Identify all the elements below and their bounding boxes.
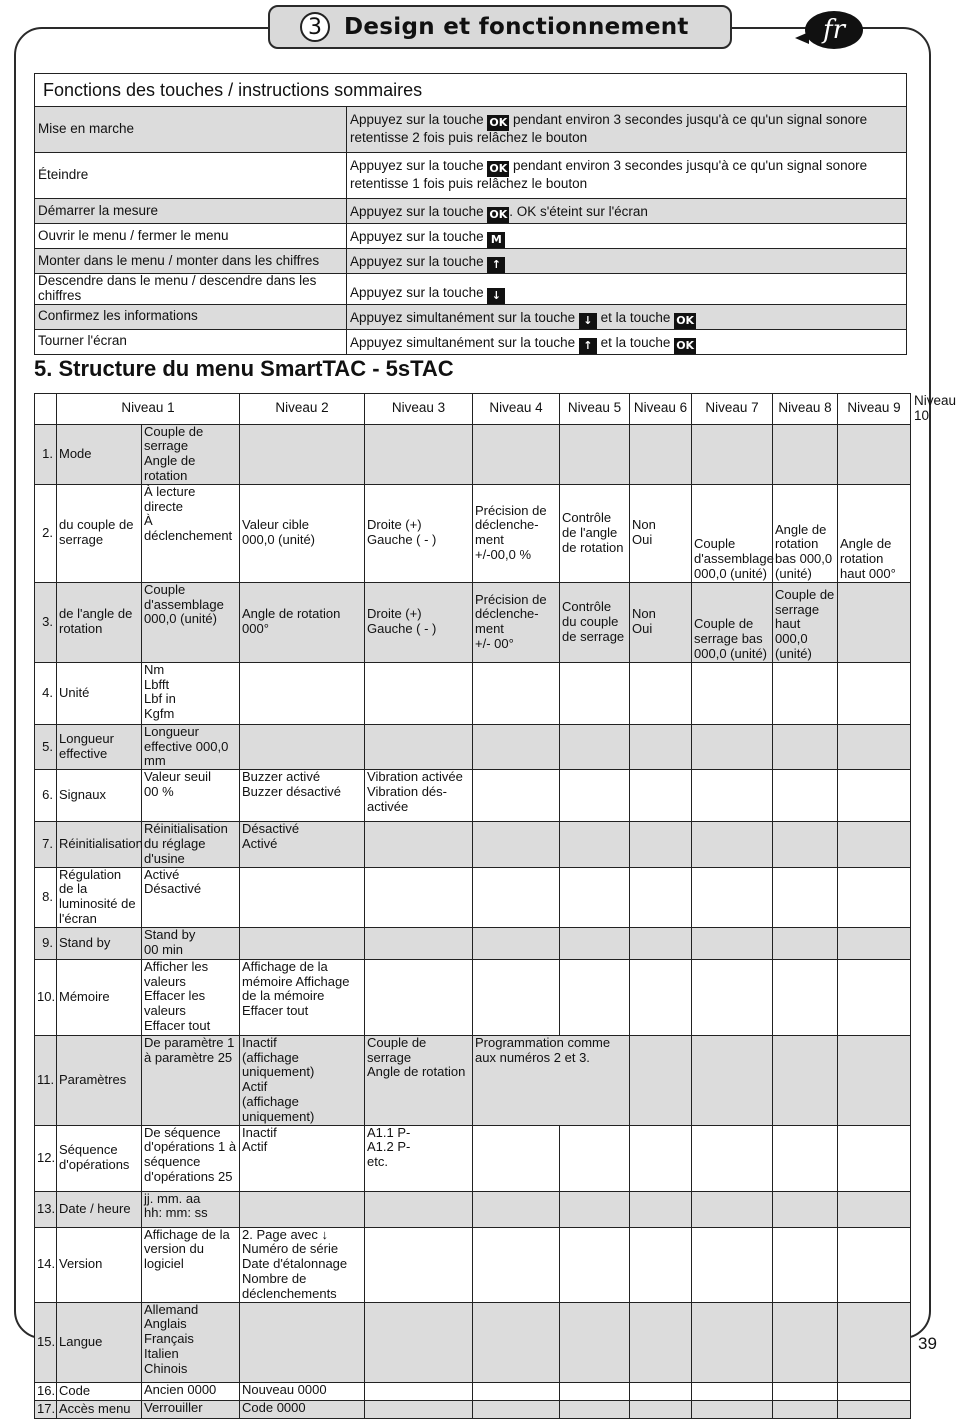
- instruction-row: [35, 304, 907, 329]
- menu-structure-title: 5. Structure du menu SmartTAC - 5sTAC: [34, 356, 454, 381]
- row-number: 12.: [35, 1125, 57, 1191]
- menu-cell: [473, 424, 560, 484]
- menu-cell: 2. Page avec ↓ Numéro de série Date d'étalonnage Nombre de déclenchements: [240, 1227, 365, 1302]
- menu-cell: [630, 822, 692, 867]
- instruction-row: [35, 153, 907, 199]
- key-icon: OK: [676, 313, 695, 327]
- menu-cell: [560, 770, 630, 822]
- menu-cell: [773, 770, 838, 822]
- menu-row: [35, 927, 911, 959]
- menu-cell: [630, 1035, 692, 1125]
- instruction-text: [347, 274, 907, 305]
- instruction-text: [347, 199, 907, 224]
- menu-cell: [365, 959, 473, 1035]
- menu-cell: [773, 867, 838, 927]
- menu-cell: Réinitialisation du réglage d'usine: [142, 822, 240, 867]
- menu-cell: [692, 927, 773, 959]
- menu-cell: [473, 927, 560, 959]
- menu-item-name: de l'angle de rotation: [57, 582, 142, 662]
- menu-cell: [692, 1302, 773, 1382]
- menu-cell: [473, 867, 560, 927]
- level-header: Niveau 5: [560, 394, 630, 425]
- menu-cell: [560, 1302, 630, 1382]
- menu-row: [35, 662, 911, 724]
- row-number: 10.: [35, 959, 57, 1035]
- menu-item-name: Accès menu: [57, 1400, 142, 1418]
- menu-item-name: Paramètres: [57, 1035, 142, 1125]
- menu-cell: [838, 582, 911, 662]
- menu-item-name: Code: [57, 1382, 142, 1400]
- instruction-text-part: Appuyez simultanément sur la touche: [350, 309, 579, 325]
- level-header: Niveau 1: [57, 394, 240, 425]
- menu-cell: Afficher les valeurs Effacer les valeurs Effacer tout: [142, 959, 240, 1035]
- menu-cell: Couple d'assemblage 000,0 (unité): [692, 484, 773, 582]
- menu-cell: [838, 1125, 911, 1191]
- menu-cell: [838, 1035, 911, 1125]
- menu-cell: [692, 1382, 773, 1400]
- instruction-label: Descendre dans le menu / descendre dans les chiffres: [35, 274, 347, 305]
- menu-cell: Couple de serrage Angle de rotation: [142, 424, 240, 484]
- menu-cell: Programmation comme aux numéros 2 et 3.: [473, 1035, 630, 1125]
- menu-cell: [560, 1227, 630, 1302]
- menu-cell: De paramètre 1 à paramètre 25: [142, 1035, 240, 1125]
- menu-cell: [560, 424, 630, 484]
- menu-cell: A1.1 P- A1.2 P- etc.: [365, 1125, 473, 1191]
- menu-cell: [773, 822, 838, 867]
- menu-cell: [838, 724, 911, 769]
- menu-item-name: Régulation de la luminosité de l'écran: [57, 867, 142, 927]
- instruction-text-part: et la touche: [596, 334, 675, 350]
- row-number: 1.: [35, 424, 57, 484]
- instruction-text-part: pendant environ 3 secondes jusqu'à ce qu'un signal sonore retentisse 1 fois puis relâchez le bouton: [350, 158, 868, 192]
- menu-cell: Inactif (affichage uniquement) Actif (affichage uniquement): [240, 1035, 365, 1125]
- key-icon: OK: [676, 338, 695, 352]
- menu-cell: [473, 1302, 560, 1382]
- menu-cell: Droite (+) Gauche ( - ): [365, 582, 473, 662]
- row-number: 6.: [35, 770, 57, 822]
- level-header: Niveau 7: [692, 394, 773, 425]
- key-icon: M: [487, 232, 505, 248]
- menu-row: [35, 867, 911, 927]
- row-number: 14.: [35, 1227, 57, 1302]
- menu-cell: [560, 724, 630, 769]
- menu-cell: Longueur effective 000,0 mm: [142, 724, 240, 769]
- menu-cell: [838, 959, 911, 1035]
- menu-cell: [473, 1400, 560, 1418]
- language-badge: fr: [805, 11, 863, 49]
- instruction-label: Monter dans le menu / monter dans les chiffres: [35, 249, 347, 274]
- menu-cell: [838, 867, 911, 927]
- menu-cell: [473, 770, 560, 822]
- instruction-row: [35, 249, 907, 274]
- menu-cell: Valeur cible 000,0 (unité): [240, 484, 365, 582]
- row-number: 8.: [35, 867, 57, 927]
- menu-cell: Non Oui: [630, 484, 692, 582]
- menu-cell: [630, 1227, 692, 1302]
- menu-cell: [560, 1125, 630, 1191]
- page-number: 39: [918, 1334, 937, 1353]
- menu-item-name: Unité: [57, 662, 142, 724]
- key-icon: OK: [489, 208, 508, 221]
- menu-cell: [630, 662, 692, 724]
- menu-cell: [838, 662, 911, 724]
- menu-corner-cell: [35, 394, 57, 425]
- menu-cell: [838, 1400, 911, 1418]
- menu-cell: Allemand Anglais Français Italien Chinois: [142, 1302, 240, 1382]
- menu-cell: [473, 724, 560, 769]
- menu-row: [35, 1382, 911, 1400]
- menu-cell: [692, 959, 773, 1035]
- menu-cell: [240, 662, 365, 724]
- menu-item-name: Stand by: [57, 927, 142, 959]
- menu-cell: [473, 822, 560, 867]
- menu-cell: Stand by 00 min: [142, 927, 240, 959]
- menu-cell: [838, 1302, 911, 1382]
- menu-cell: [630, 724, 692, 769]
- menu-cell: [692, 770, 773, 822]
- menu-cell: [240, 424, 365, 484]
- instruction-label: Confirmez les informations: [35, 304, 347, 329]
- key-icon: ↑: [579, 338, 597, 354]
- menu-cell: [773, 1125, 838, 1191]
- instruction-text-part: Appuyez sur la touche: [350, 112, 488, 128]
- instruction-label: Mise en marche: [35, 107, 347, 153]
- instruction-text-part: Appuyez sur la touche: [350, 204, 488, 219]
- menu-cell: Angle de rotation 000°: [240, 582, 365, 662]
- level-header: Niveau 8: [773, 394, 838, 425]
- menu-cell: [692, 662, 773, 724]
- menu-cell: [838, 1191, 911, 1227]
- menu-cell: De séquence d'opérations 1 à séquence d'opérations 25: [142, 1125, 240, 1191]
- key-functions-table: [34, 73, 907, 355]
- menu-cell: [630, 1302, 692, 1382]
- row-number: 13.: [35, 1191, 57, 1227]
- chapter-number: 3: [300, 12, 330, 42]
- menu-cell: jj. mm. aa hh: mm: ss: [142, 1191, 240, 1227]
- menu-row: [35, 1227, 911, 1302]
- menu-cell: [473, 662, 560, 724]
- menu-cell: [773, 1400, 838, 1418]
- instruction-row: [35, 107, 907, 153]
- menu-cell: [560, 959, 630, 1035]
- menu-cell: [630, 1400, 692, 1418]
- menu-row: [35, 484, 911, 582]
- menu-cell: [365, 724, 473, 769]
- menu-cell: [773, 1302, 838, 1382]
- instruction-text: [347, 107, 907, 153]
- menu-cell: [630, 424, 692, 484]
- menu-cell: [692, 822, 773, 867]
- menu-row: [35, 822, 911, 867]
- key-functions-title: Fonctions des touches / instructions sommaires: [35, 74, 907, 107]
- menu-cell: [773, 927, 838, 959]
- instruction-text-part: pendant environ 3 secondes jusqu'à ce qu'un signal sonore retentisse 2 fois puis relâchez le bouton: [350, 112, 868, 146]
- menu-cell: Angle de rotation haut 000°: [838, 484, 911, 582]
- menu-item-name: du couple de serrage: [57, 484, 142, 582]
- menu-cell: [365, 662, 473, 724]
- menu-row: [35, 1035, 911, 1125]
- menu-cell: À lecture directe À déclenchement: [142, 484, 240, 582]
- menu-cell: Nm Lbfft Lbf in Kgfm: [142, 662, 240, 724]
- row-number: 17.: [35, 1400, 57, 1418]
- menu-cell: [838, 822, 911, 867]
- level-header: Niveau 2: [240, 394, 365, 425]
- instruction-label: Ouvrir le menu / fermer le menu: [35, 224, 347, 249]
- menu-cell: [630, 1191, 692, 1227]
- row-number: 9.: [35, 927, 57, 959]
- menu-cell: [838, 424, 911, 484]
- menu-cell: [240, 1191, 365, 1227]
- menu-cell: [473, 1125, 560, 1191]
- menu-cell: [240, 927, 365, 959]
- menu-cell: [692, 1125, 773, 1191]
- key-icon: ↓: [487, 288, 505, 304]
- instruction-text-part: . OK s'éteint sur l'écran: [509, 204, 648, 219]
- menu-cell: [630, 959, 692, 1035]
- row-number: 7.: [35, 822, 57, 867]
- menu-cell: Valeur seuil 00 %: [142, 770, 240, 822]
- menu-cell: [365, 1302, 473, 1382]
- menu-cell: [773, 1382, 838, 1400]
- instruction-text-part: Appuyez sur la touche: [350, 284, 488, 300]
- menu-cell: [838, 927, 911, 959]
- menu-row: [35, 582, 911, 662]
- menu-cell: Nouveau 0000: [240, 1382, 365, 1400]
- instruction-label: Éteindre: [35, 153, 347, 199]
- menu-cell: [773, 724, 838, 769]
- menu-item-name: Langue: [57, 1302, 142, 1382]
- chapter-header: [268, 5, 732, 49]
- menu-item-name: Réinitialisation: [57, 822, 142, 867]
- row-number: 11.: [35, 1035, 57, 1125]
- level-header: Niveau 9: [838, 394, 911, 425]
- level-header: Niveau 3: [365, 394, 473, 425]
- menu-cell: [365, 927, 473, 959]
- menu-cell: Désactivé Activé: [240, 822, 365, 867]
- menu-row: [35, 770, 911, 822]
- menu-cell: Activé Désactivé: [142, 867, 240, 927]
- menu-row: [35, 1302, 911, 1382]
- instruction-text-part: Appuyez simultanément sur la touche: [350, 334, 579, 350]
- row-number: 3.: [35, 582, 57, 662]
- instruction-row: [35, 329, 907, 354]
- menu-cell: [365, 822, 473, 867]
- menu-cell: [692, 1191, 773, 1227]
- menu-cell: [560, 1382, 630, 1400]
- menu-row: [35, 1400, 911, 1418]
- menu-cell: [365, 1400, 473, 1418]
- menu-row: [35, 1125, 911, 1191]
- key-icon: OK: [489, 116, 508, 130]
- instruction-label: Démarrer la mesure: [35, 199, 347, 224]
- menu-cell: Code 0000: [240, 1400, 365, 1418]
- key-icon: ↓: [579, 313, 597, 329]
- menu-cell: Affichage de la mémoire Affichage de la mémoire Effacer tout: [240, 959, 365, 1035]
- instruction-row: [35, 224, 907, 249]
- menu-cell: [838, 1227, 911, 1302]
- menu-cell: Couple d'assemblage 000,0 (unité): [142, 582, 240, 662]
- menu-cell: Inactif Actif: [240, 1125, 365, 1191]
- menu-cell: [773, 1191, 838, 1227]
- row-number: 5.: [35, 724, 57, 769]
- row-number: 15.: [35, 1302, 57, 1382]
- menu-cell: [560, 867, 630, 927]
- row-number: 16.: [35, 1382, 57, 1400]
- instruction-text-part: Appuyez sur la touche: [350, 254, 488, 269]
- menu-cell: [473, 1191, 560, 1227]
- menu-cell: Angle de rotation bas 000,0 (unité): [773, 484, 838, 582]
- menu-cell: [630, 770, 692, 822]
- instruction-text-part: Appuyez sur la touche: [350, 158, 488, 174]
- menu-cell: [692, 1035, 773, 1125]
- menu-item-name: Séquence d'opérations: [57, 1125, 142, 1191]
- menu-cell: [473, 1227, 560, 1302]
- row-number: 2.: [35, 484, 57, 582]
- menu-cell: [365, 1227, 473, 1302]
- key-icon: OK: [489, 162, 508, 176]
- menu-item-name: Version: [57, 1227, 142, 1302]
- menu-cell: [692, 1400, 773, 1418]
- menu-cell: Couple de serrage bas 000,0 (unité): [692, 582, 773, 662]
- instruction-text: [347, 249, 907, 274]
- menu-cell: Précision de déclenche- ment +/- 00°: [473, 582, 560, 662]
- menu-cell: [838, 770, 911, 822]
- menu-item-name: Date / heure: [57, 1191, 142, 1227]
- menu-row: [35, 959, 911, 1035]
- menu-row: [35, 724, 911, 769]
- menu-cell: [692, 424, 773, 484]
- menu-item-name: Mode: [57, 424, 142, 484]
- menu-cell: [692, 1227, 773, 1302]
- instruction-text: [347, 153, 907, 199]
- menu-cell: [692, 867, 773, 927]
- menu-cell: [773, 424, 838, 484]
- menu-cell: [692, 724, 773, 769]
- menu-cell: [365, 1382, 473, 1400]
- menu-cell: [240, 724, 365, 769]
- menu-cell: Couple de serrage Angle de rotation: [365, 1035, 473, 1125]
- menu-cell: [773, 1035, 838, 1125]
- menu-cell: [773, 959, 838, 1035]
- menu-cell: [773, 662, 838, 724]
- menu-cell: Droite (+) Gauche ( - ): [365, 484, 473, 582]
- menu-cell: Ancien 0000: [142, 1382, 240, 1400]
- menu-cell: [240, 867, 365, 927]
- menu-cell: [630, 1125, 692, 1191]
- menu-cell: [473, 959, 560, 1035]
- menu-item-name: Longueur effective: [57, 724, 142, 769]
- menu-cell: [630, 1382, 692, 1400]
- instruction-text: [347, 304, 907, 329]
- menu-cell: Couple de serrage haut 000,0 (unité): [773, 582, 838, 662]
- menu-cell: [773, 1227, 838, 1302]
- key-icon: ↑: [487, 257, 505, 273]
- menu-cell: [560, 662, 630, 724]
- instruction-text: [347, 329, 907, 354]
- menu-cell: [560, 927, 630, 959]
- menu-cell: Vibration activée Vibration dés- activée: [365, 770, 473, 822]
- menu-cell: [473, 1382, 560, 1400]
- menu-cell: [838, 1382, 911, 1400]
- menu-cell: [560, 1191, 630, 1227]
- level-header: Niveau 4: [473, 394, 560, 425]
- menu-item-name: Signaux: [57, 770, 142, 822]
- menu-row: [35, 424, 911, 484]
- menu-cell: [240, 1302, 365, 1382]
- instruction-text-part: et la touche: [596, 309, 675, 325]
- menu-structure-table: Niveau 1 Niveau 2 Niveau 3 Niveau 4 Niveau 5 Niveau 6 Niveau 7 Niveau 8 Niveau 9 Niveau 10 1. Mode Couple de serrage Angle de rotation 2. du couple de serrage À lecture directe À déclenchement Valeur cible 000,0 (unité) Droite (+) Gauche ( - ) Précision de déclenche- ment +/-00,0 % Contrôle de l'angle de rotation Non Oui Couple d'assemblage 000,0 (unité) Angle de rotation bas 000,0 (unité) Angle de rotation haut 000° 3. de l'angle de rotation Couple d'assemblage 000,0 (unité) Angle de rotation 000° Droite (+) Gauche ( - ) Précision de déclenche- ment +/- 00° Contrôle du couple de serrage Non Oui Couple de serrage bas 000,0 (unité) Couple de serrage haut 000,0 (unité) 4. Unité Nm Lbfft Lbf in Kgfm 5. Longueur effective Longueur effective 000,0 mm 6. Signaux Valeur seuil 00 % Buzzer activé Buzzer désactivé Vibration activée Vibration dés- activée 7. Réinitialisation Réinitialisation du réglage d'usine Désactivé Activé 8. Régulation de la luminosité de l'écran Activé Désactivé 9. Stand by Stand by 00 min 10. Mémoire Afficher les valeurs Effacer les valeurs Effacer tout Affichage de la mémoire Affichage de la mémoire Effacer tout 11. Paramètres De paramètre 1 à paramètre 25 Inactif (affichage uniquement) Actif (affichage uniquement) Couple de serrage Angle de rotation Programmation comme aux numéros 2 et 3. 12. Séquence d'opérations De séquence d'opérations 1 à séquence d'opérations 25 Inactif Actif A1.1 P- A1.2 P- etc. 13. Date / heure jj. mm. aa hh: mm: ss 14. Version Affichage de la version du logiciel 2. Page avec ↓ Numéro de série Date d'étalonnage Nombre de déclenchements 15. Langue Allemand Anglais Français Italien Chinois 16. Code Ancien 0000 Nouveau 0000 17. Accès menu Verrouiller Code 0000: [34, 393, 911, 1419]
- menu-cell: [365, 424, 473, 484]
- instruction-row: [35, 199, 907, 224]
- menu-cell: [365, 867, 473, 927]
- instruction-row: [35, 274, 907, 305]
- menu-cell: [630, 927, 692, 959]
- menu-row: [35, 1191, 911, 1227]
- menu-cell: [560, 1400, 630, 1418]
- instruction-text: [347, 224, 907, 249]
- menu-cell: Contrôle du couple de serrage: [560, 582, 630, 662]
- menu-cell: Affichage de la version du logiciel: [142, 1227, 240, 1302]
- menu-cell: Non Oui: [630, 582, 692, 662]
- menu-cell: [630, 867, 692, 927]
- instruction-label: Tourner l'écran: [35, 329, 347, 354]
- menu-cell: Précision de déclenche- ment +/-00,0 %: [473, 484, 560, 582]
- menu-cell: [365, 1191, 473, 1227]
- instruction-text-part: Appuyez sur la touche: [350, 229, 488, 244]
- menu-cell: Buzzer activé Buzzer désactivé: [240, 770, 365, 822]
- level-header: Niveau 6: [630, 394, 692, 425]
- menu-cell: [560, 822, 630, 867]
- chapter-title: Design et fonctionnement: [344, 14, 689, 40]
- menu-item-name: Mémoire: [57, 959, 142, 1035]
- row-number: 4.: [35, 662, 57, 724]
- menu-cell: Verrouiller: [142, 1400, 240, 1418]
- menu-cell: Contrôle de l'angle de rotation: [560, 484, 630, 582]
